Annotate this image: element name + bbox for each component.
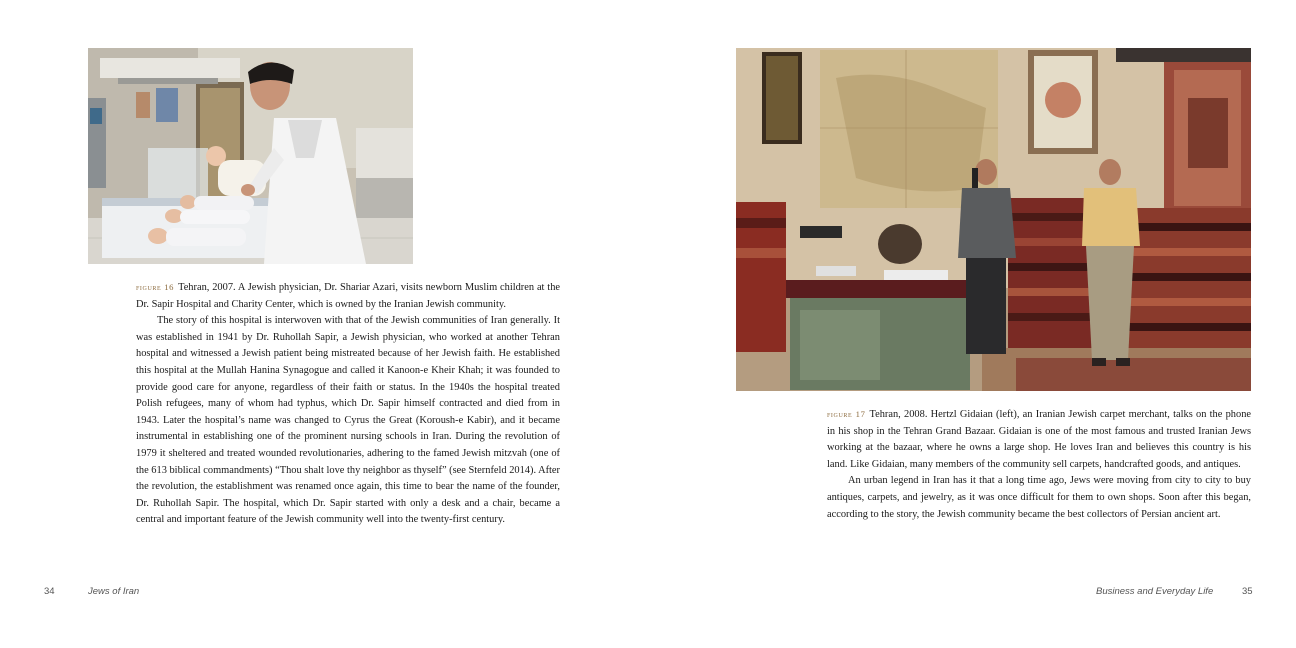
figure-17-label: figure 17 [827, 409, 866, 419]
right-running-head: Business and Everyday Life [1096, 586, 1214, 597]
figure-16-caption-text: Tehran, 2007. A Jewish physician, Dr. Shariar Azari, visits newborn Muslim children at the Dr. Sapir Hospital and Charity Center, which is owned by the Iranian Jewish community. [136, 282, 560, 310]
figure-17-caption-text: Tehran, 2008. Hertzl Gidaian (left), an Iranian Jewish carpet merchant, talks on the phone in his shop in the Tehran Grand Bazaar. Gidaian is one of the most famous and trusted Iranian Jews working at the bazaar, where he owns a large shop. He loves Iran and believes this country is his land. Like Gidaian, many members of the community sell carpets, handcrafted goods, and antiques. [827, 409, 1252, 470]
figure-16-caption [136, 279, 560, 529]
right-page [648, 0, 1296, 648]
carpet-shop-photo-illustration [736, 48, 1251, 391]
hospital-photo-illustration [88, 48, 413, 264]
right-page-number: 35 [1242, 586, 1253, 597]
left-running-head: Jews of Iran [88, 586, 140, 597]
hospital-photo [88, 48, 413, 264]
carpet-shop-photo [736, 48, 1251, 391]
figure-17-caption [827, 406, 1251, 523]
left-page-number: 34 [44, 586, 55, 597]
figure-16-caption-paragraph [136, 279, 560, 313]
figure-16-label: figure 16 [136, 282, 175, 292]
figure-17-body-text: An urban legend in Iran has it that a long time ago, Jews were moving from city to city to buy antiques, carpets, and jewelry, as it was once difficult for them to own shops. Soon after this began, according to the story, the Jewish community became the best collectors of Persian ancient art. [827, 475, 1251, 520]
figure-16-body-text: The story of this hospital is interwoven with that of the Jewish communities of Iran generally. It was established in 1941 by Dr. Ruhollah Sapir, a Jewish physician, who worked at another Tehran hospital and witnessed a Jewish patient being mistreated because of her Jewish faith. He established this hospital at the Mullah Hanina Synagogue and called it Kanoon-e Kheir Khah; it was founded to provide good care for anyone, regardless of their faith or status. In the 1940s the hospital treated Polish refugees, many of whom had typhus, which Dr. Sapir himself contracted and died from in 1943. Later the hospital’s name was changed to Cyrus the Great (Koroush-e Kabir), and it became instrumental in establishing one of the prominent nursing schools in Iran. During the revolution of 1979 it sheltered and treated wounded revolutionaries, adhering to the famed Jewish mitzvah (one of the 613 biblical commandments) “Thou shalt love thy neighbor as thyself” (see Sternfeld 2014). After the revolution, the establishment was renamed once again, this time to bear the name of the founder, Dr. Ruhollah Sapir. The hospital, which Dr. Sapir started with only a desk and a chair, became a central and important feature of the Jewish community well into the twenty-first century. [136, 315, 560, 526]
figure-17-caption-paragraph [827, 406, 1251, 473]
